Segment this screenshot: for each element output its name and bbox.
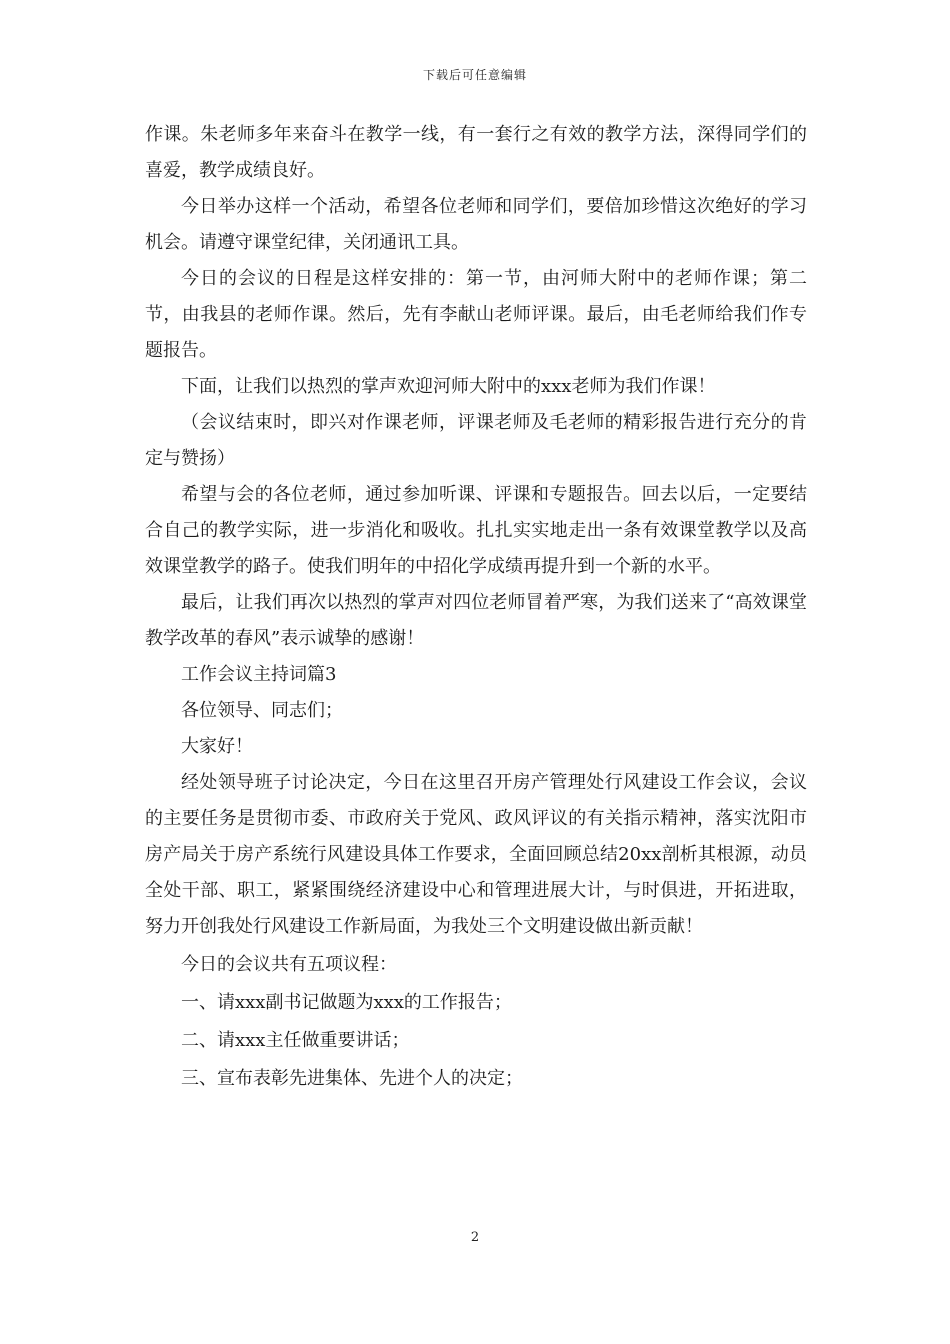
paragraph: 最后，让我们再次以热烈的掌声对四位老师冒着严寒，为我们送来了“高效课堂教学改革的春风”表示诚挚的感谢！ [145, 592, 807, 649]
greeting: 大家好！ [181, 736, 253, 757]
paragraph: （会议结束时，即兴对作课老师，评课老师及毛老师的精彩报告进行充分的肯定与赞扬） [145, 412, 807, 469]
section-heading: 工作会议主持词篇3 [181, 664, 337, 685]
paragraph: 希望与会的各位老师，通过参加听课、评课和专题报告。回去以后，一定要结合自己的教学实际，进一步消化和吸收。扎扎实实地走出一条有效课堂教学以及高效课堂教学的路子。使我们明年的中招化学成绩再提升到一个新的水平。 [145, 484, 807, 577]
paragraph: 经处领导班子讨论决定，今日在这里召开房产管理处行风建设工作会议，会议的主要任务是贯彻市委、市政府关于党风、政风评议的有关指示精神，落实沈阳市房产局关于房产系统行风建设具体工作要求，全面回顾总结20xx剖析其根源，动员全处干部、职工，紧紧围绕经济建设中心和管理进展大计，与时俱进，开拓进取，努力开创我处行风建设工作新局面，为我处三个文明建设做出新贡献！ [145, 772, 807, 937]
agenda-intro: 今日的会议共有五项议程： [181, 954, 397, 975]
document-body [145, 117, 807, 1097]
page-number: 2 [470, 1230, 480, 1245]
agenda-item: 二、请xxx主任做重要讲话； [181, 1030, 410, 1051]
paragraph: 今日的会议的日程是这样安排的：第一节，由河师大附中的老师作课；第二节，由我县的老师作课。然后，先有李献山老师评课。最后，由毛老师给我们作专题报告。 [145, 268, 807, 361]
paragraph: 下面，让我们以热烈的掌声欢迎河师大附中的xxx老师为我们作课！ [181, 376, 716, 397]
agenda-item: 一、请xxx副书记做题为xxx的工作报告； [181, 992, 512, 1013]
salutation: 各位领导、同志们； [181, 700, 343, 721]
paragraph: 今日举办这样一个活动，希望各位老师和同学们，要倍加珍惜这次绝好的学习机会。请遵守课堂纪律，关闭通讯工具。 [145, 196, 807, 253]
page-header-note: 下载后可任意编辑 [422, 68, 527, 82]
agenda-item: 三、宣布表彰先进集体、先进个人的决定； [181, 1068, 523, 1089]
paragraph: 作课。朱老师多年来奋斗在教学一线，有一套行之有效的教学方法，深得同学们的喜爱，教学成绩良好。 [145, 124, 807, 181]
